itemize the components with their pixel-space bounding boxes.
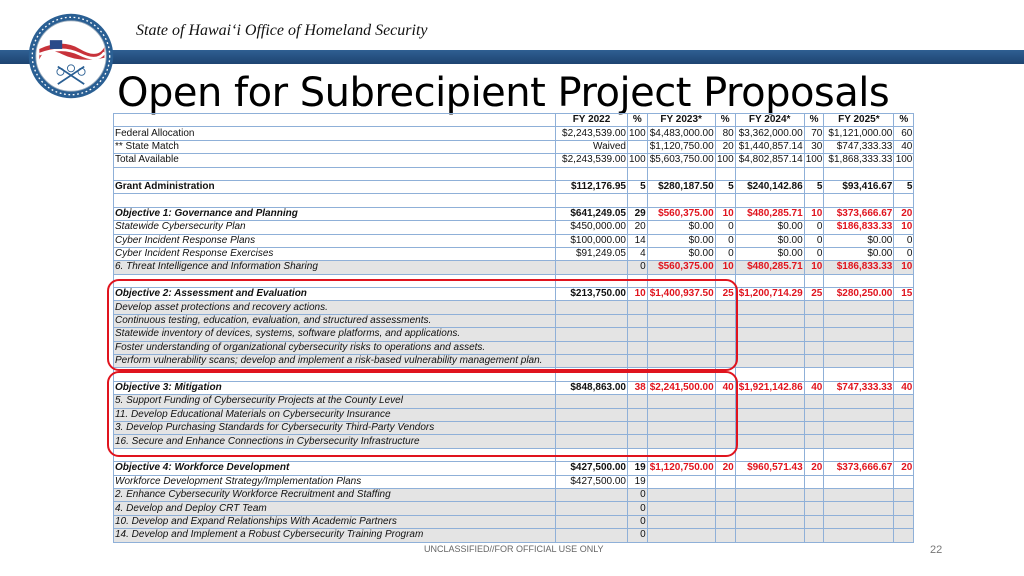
table-cell: $93,416.67 (824, 180, 894, 193)
table-cell (804, 274, 824, 287)
table-cell (894, 408, 914, 421)
table-cell: 100 (895, 154, 913, 166)
table-cell (556, 515, 628, 528)
table-cell: 5 (894, 180, 914, 193)
table-cell: $747,333.33 (824, 381, 894, 394)
row-label: Total Available (114, 154, 556, 167)
office-seal-logo (27, 12, 115, 100)
table-cell (647, 194, 715, 207)
table-cell: $100,000.00 (556, 234, 628, 247)
table-cell (824, 421, 894, 434)
table-cell (824, 502, 894, 515)
table-cell (804, 529, 824, 542)
row-label: 4. Develop and Deploy CRT Team (114, 502, 556, 515)
table-cell: $427,500.00 (556, 462, 628, 475)
table-cell: $373,666.67 (824, 207, 894, 220)
table-cell: 0 (628, 515, 648, 528)
table-cell (735, 328, 804, 341)
row-label: Perform vulnerability scans; develop and implement a risk-based vulnerability management plan. (114, 355, 556, 368)
table-cell: 15 (894, 288, 914, 301)
table-cell (824, 368, 894, 381)
table-cell: $91,249.05 (556, 247, 628, 260)
table-row (114, 194, 914, 207)
table-cell (735, 167, 804, 180)
table-cell (715, 475, 735, 488)
table-cell (824, 488, 894, 501)
table-cell (647, 515, 715, 528)
header-band (0, 50, 1024, 64)
table-cell: $960,571.43 (735, 462, 804, 475)
table-cell: $0.00 (735, 221, 804, 234)
table-cell (735, 435, 804, 448)
slide-title: Open for Subrecipient Project Proposals (117, 70, 890, 116)
row-label: Continuous testing, education, evaluation, and structured assessments. (114, 314, 556, 327)
column-header: % (894, 114, 914, 127)
table-cell (894, 167, 914, 180)
table-cell: 0 (715, 234, 735, 247)
table-cell: $213,750.00 (556, 288, 628, 301)
table-row (114, 167, 914, 180)
column-header (114, 114, 556, 127)
table-cell (647, 475, 715, 488)
table-cell: 10 (804, 207, 824, 220)
table-cell: 0 (715, 247, 735, 260)
table-cell: 10 (715, 261, 735, 274)
table-cell: 20 (715, 462, 735, 475)
table-cell (735, 448, 804, 461)
table-cell (894, 421, 914, 434)
table-cell (628, 167, 648, 180)
table-cell: 0 (804, 221, 824, 234)
table-cell: 100 (629, 154, 646, 166)
table-cell (824, 341, 894, 354)
table-cell: 0 (894, 247, 914, 260)
table-cell: $1,921,142.86 (735, 381, 804, 394)
table-cell: 25 (715, 288, 735, 301)
table-cell: $0.00 (824, 247, 894, 260)
row-label: 6. Threat Intelligence and Information Sharing (114, 261, 556, 274)
table-cell (894, 475, 914, 488)
table-row (114, 221, 914, 234)
row-label: Cyber Incident Response Exercises (114, 247, 556, 260)
row-label: Statewide Cybersecurity Plan (114, 221, 556, 234)
table-cell: $0.00 (647, 247, 715, 260)
table-cell (804, 341, 824, 354)
table-cell: $3,362,000.00 (735, 127, 804, 140)
table-cell (824, 529, 894, 542)
row-label: Objective 3: Mitigation (114, 381, 556, 394)
table-cell (894, 529, 914, 542)
table-row (114, 502, 914, 515)
table-cell (804, 194, 824, 207)
table-cell (824, 475, 894, 488)
table-cell (804, 488, 824, 501)
table-cell: $450,000.00 (556, 221, 628, 234)
table-cell: 14 (628, 234, 648, 247)
table-cell (735, 355, 804, 368)
table-cell: 20 (894, 462, 914, 475)
table-row (114, 247, 914, 260)
row-label: 11. Develop Educational Materials on Cybersecurity Insurance (114, 408, 556, 421)
table-cell: $480,285.71 (735, 261, 804, 274)
table-cell: 5 (715, 180, 735, 193)
table-cell: $427,500.00 (556, 475, 628, 488)
table-cell (804, 435, 824, 448)
table-cell (804, 368, 824, 381)
row-label: Objective 2: Assessment and Evaluation (114, 288, 556, 301)
row-label: Objective 4: Workforce Development (114, 462, 556, 475)
organization-name: State of Hawai‘i Office of Homeland Security (136, 22, 428, 39)
table-cell: $480,285.71 (735, 207, 804, 220)
table-cell: $186,833.33 (824, 221, 894, 234)
table-cell: 0 (804, 247, 824, 260)
table-cell: $747,333.33 (824, 140, 894, 153)
table-cell: 0 (715, 221, 735, 234)
table-cell: 20 (804, 462, 824, 475)
table-cell (735, 194, 804, 207)
table-cell (824, 395, 894, 408)
table-row (114, 475, 914, 488)
row-label: Federal Allocation (114, 127, 556, 140)
table-cell (715, 488, 735, 501)
table-cell: 100 (629, 127, 646, 139)
table-cell: 10 (804, 261, 824, 274)
table-cell: 19 (628, 475, 648, 488)
table-row (114, 462, 914, 475)
table-cell: 38 (628, 381, 648, 394)
row-label: 10. Develop and Expand Relationships With Academic Partners (114, 515, 556, 528)
table-cell (894, 502, 914, 515)
table-cell: $4,802,857.14 (735, 154, 804, 167)
table-cell (824, 328, 894, 341)
table-cell: 20 (628, 221, 648, 234)
table-cell: 40 (804, 381, 824, 394)
table-cell: $0.00 (735, 234, 804, 247)
table-cell (735, 408, 804, 421)
table-cell: 60 (894, 127, 914, 140)
table-cell: 10 (894, 221, 914, 234)
table-cell: $0.00 (647, 221, 715, 234)
table-cell (628, 194, 648, 207)
column-header: FY 2025* (824, 114, 894, 127)
table-cell (804, 421, 824, 434)
table-cell: $1,200,714.29 (735, 288, 804, 301)
table-cell (735, 274, 804, 287)
table-row (114, 180, 914, 193)
table-cell: 20 (715, 140, 735, 153)
table-cell (804, 167, 824, 180)
table-cell (735, 421, 804, 434)
table-cell: 20 (894, 207, 914, 220)
table-cell: $373,666.67 (824, 462, 894, 475)
table-cell (735, 368, 804, 381)
column-header: % (715, 114, 735, 127)
table-cell: $641,249.05 (556, 207, 628, 220)
table-cell: 10 (628, 288, 648, 301)
table-cell: $1,120,750.00 (647, 462, 715, 475)
table-cell (556, 167, 628, 180)
column-header: FY 2022 (556, 114, 628, 127)
table-cell (824, 194, 894, 207)
table-cell: $560,375.00 (647, 261, 715, 274)
table-cell: 0 (894, 234, 914, 247)
table-cell (735, 314, 804, 327)
table-cell (628, 140, 648, 153)
row-label: Cyber Incident Response Plans (114, 234, 556, 247)
table-cell: $1,440,857.14 (735, 140, 804, 153)
table-cell: 30 (804, 140, 824, 153)
table-cell: Waived (556, 140, 628, 153)
table-cell (715, 515, 735, 528)
row-label: Develop asset protections and recovery actions. (114, 301, 556, 314)
table-cell (824, 167, 894, 180)
table-cell (824, 314, 894, 327)
table-cell (894, 368, 914, 381)
table-cell (735, 475, 804, 488)
table-cell: 5 (804, 180, 824, 193)
table-cell: 4 (628, 247, 648, 260)
table-cell (894, 395, 914, 408)
table-cell (894, 515, 914, 528)
table-row (114, 154, 914, 167)
table-cell (735, 515, 804, 528)
row-label: 14. Develop and Implement a Robust Cybersecurity Training Program (114, 529, 556, 542)
table-row (114, 261, 914, 274)
row-label: 2. Enhance Cybersecurity Workforce Recruitment and Staffing (114, 488, 556, 501)
table-row (114, 515, 914, 528)
table-row (114, 140, 914, 153)
table-cell: $240,142.86 (735, 180, 804, 193)
table-cell: $2,241,500.00 (647, 381, 715, 394)
classification-footer: UNCLASSIFIED//FOR OFFICIAL USE ONLY (424, 544, 604, 554)
table-cell: $1,121,000.00 (824, 127, 894, 140)
table-cell: 10 (715, 207, 735, 220)
row-label: 3. Develop Purchasing Standards for Cybersecurity Third-Party Vendors (114, 421, 556, 434)
table-cell (804, 448, 824, 461)
table-cell (647, 167, 715, 180)
row-label: Grant Administration (114, 180, 556, 193)
table-cell (824, 448, 894, 461)
table-cell (804, 408, 824, 421)
table-cell (735, 395, 804, 408)
table-cell: $2,243,539.00 (556, 127, 628, 140)
table-cell: $560,375.00 (647, 207, 715, 220)
table-cell (715, 167, 735, 180)
table-cell (894, 328, 914, 341)
table-cell: $186,833.33 (824, 261, 894, 274)
row-label: Objective 1: Governance and Planning (114, 207, 556, 220)
table-cell (735, 529, 804, 542)
table-cell: $0.00 (824, 234, 894, 247)
table-cell (894, 435, 914, 448)
table-cell (894, 314, 914, 327)
table-cell: 0 (628, 261, 648, 274)
row-label: ** State Match (114, 140, 556, 153)
table-cell (804, 395, 824, 408)
table-cell (735, 341, 804, 354)
table-cell (715, 502, 735, 515)
row-label: Workforce Development Strategy/Implementation Plans (114, 475, 556, 488)
table-cell: 0 (628, 488, 648, 501)
table-cell (556, 488, 628, 501)
column-header: FY 2023* (647, 114, 715, 127)
row-label (114, 167, 556, 180)
table-cell: 40 (715, 381, 735, 394)
row-label: 16. Secure and Enhance Connections in Cybersecurity Infrastructure (114, 435, 556, 448)
table-cell: 40 (894, 140, 914, 153)
table-row (114, 127, 914, 140)
table-cell (647, 502, 715, 515)
table-cell: 19 (628, 462, 648, 475)
table-cell: $280,250.00 (824, 288, 894, 301)
table-cell (804, 355, 824, 368)
table-cell: $1,120,750.00 (647, 140, 715, 153)
table-cell: $5,603,750.00 (647, 154, 715, 167)
table-cell (735, 488, 804, 501)
table-cell (715, 194, 735, 207)
table-cell (647, 488, 715, 501)
table-row (114, 488, 914, 501)
table-cell: $2,243,539.00 (556, 154, 628, 167)
table-cell: 70 (804, 127, 824, 140)
table-cell (824, 408, 894, 421)
table-cell (556, 261, 628, 274)
table-cell (556, 529, 628, 542)
table-cell (894, 355, 914, 368)
table-cell: 0 (628, 529, 648, 542)
table-cell: $1,868,333.33 (824, 154, 894, 167)
table-row (114, 207, 914, 220)
highlight-box-objective-2 (107, 279, 738, 371)
table-cell: $112,176.95 (556, 180, 628, 193)
table-cell: 40 (894, 381, 914, 394)
table-cell: 29 (628, 207, 648, 220)
row-label: 5. Support Funding of Cybersecurity Projects at the County Level (114, 395, 556, 408)
table-row (114, 234, 914, 247)
table-cell (824, 301, 894, 314)
table-cell (735, 502, 804, 515)
table-cell (824, 274, 894, 287)
table-cell: 100 (805, 154, 823, 166)
highlight-box-objective-3 (107, 371, 738, 457)
table-cell: $0.00 (647, 234, 715, 247)
table-cell: 5 (628, 180, 648, 193)
table-cell: 100 (717, 154, 734, 166)
table-cell (894, 488, 914, 501)
table-cell (556, 194, 628, 207)
table-cell (894, 194, 914, 207)
table-cell (804, 502, 824, 515)
table-cell: $848,863.00 (556, 381, 628, 394)
table-cell (894, 341, 914, 354)
row-label: Foster understanding of organizational cybersecurity risks to operations and assets. (114, 341, 556, 354)
table-cell: 0 (628, 502, 648, 515)
table-row (114, 529, 914, 542)
table-cell: 80 (715, 127, 735, 140)
table-cell: $0.00 (735, 247, 804, 260)
table-cell: $280,187.50 (647, 180, 715, 193)
table-cell (804, 515, 824, 528)
table-cell (735, 301, 804, 314)
table-cell (894, 274, 914, 287)
table-cell (804, 314, 824, 327)
table-header-row (114, 114, 914, 127)
column-header: % (628, 114, 648, 127)
table-cell (894, 448, 914, 461)
table-cell: 10 (894, 261, 914, 274)
row-label: Statewide inventory of devices, systems, software platforms, and applications. (114, 328, 556, 341)
table-cell (715, 529, 735, 542)
table-cell (804, 301, 824, 314)
table-cell: 0 (804, 234, 824, 247)
table-cell (824, 355, 894, 368)
table-cell (647, 529, 715, 542)
table-cell (556, 502, 628, 515)
table-cell (824, 515, 894, 528)
column-header: % (804, 114, 824, 127)
table-cell (824, 435, 894, 448)
table-cell: 25 (804, 288, 824, 301)
row-label (114, 194, 556, 207)
table-cell (804, 328, 824, 341)
table-cell (894, 301, 914, 314)
table-cell: $1,400,937.50 (647, 288, 715, 301)
column-header: FY 2024* (735, 114, 804, 127)
table-cell: $4,483,000.00 (647, 127, 715, 140)
page-number: 22 (930, 544, 943, 556)
table-cell (804, 475, 824, 488)
